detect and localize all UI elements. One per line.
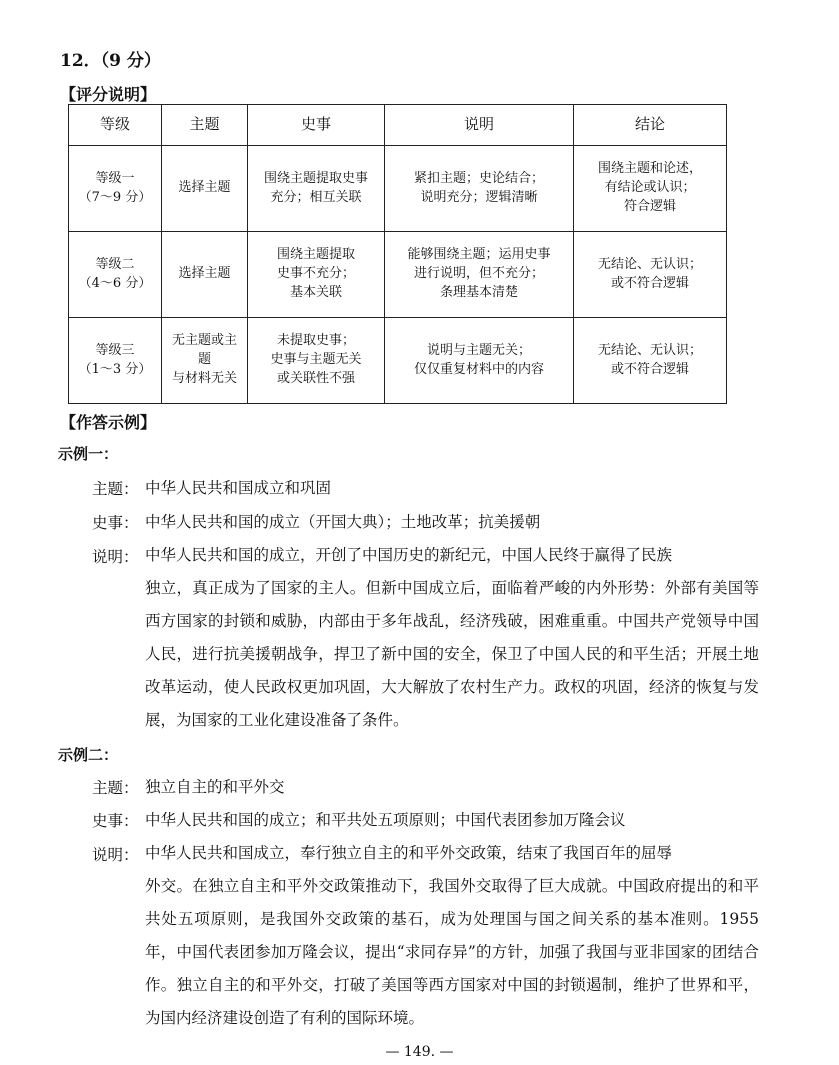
example-one-title: 示例一：: [58, 445, 119, 463]
cell-level: 等级三 （1～3 分）: [69, 318, 162, 404]
explain-text: [145, 539, 759, 737]
question-number: 12．（9 分）: [60, 51, 161, 71]
answers-heading: 【作答示例】: [60, 413, 157, 432]
cell-explain: 能够围绕主题；运用史事 进行说明，但不充分； 条理基本清楚: [385, 232, 574, 318]
table-row: [69, 146, 727, 232]
explain-rest: 独立，真正成为了国家的主人。但新中国成立后，面临着严峻的内外形势：外部有美国等西方国家的封锁和威胁，内部由于多年战乱，经济残破，困难重重。中国共产党领导中国人民，进行抗美援朝战争，捍卫了新中国的安全，保卫了中国人民的和平生活；开展土地改革运动，使人民政权更加巩固，大大解放了农村生产力。政权的巩固，经济的恢复与发展，为国家的工业化建设准备了条件。: [145, 579, 759, 729]
cell-facts: 未提取史事； 史事与主题无关 或关联性不强: [248, 318, 385, 404]
theme-label: 主题：: [92, 480, 139, 498]
header-facts: 史事: [248, 105, 385, 146]
page-number: — 149. —: [385, 1044, 454, 1060]
cell-facts: 围绕主题提取 史事不充分； 基本关联: [248, 232, 385, 318]
table-header-row: [69, 105, 727, 146]
theme-text: 中华人民共和国成立和巩固: [145, 479, 332, 497]
scoring-table: [68, 104, 727, 404]
header-theme: 主题: [162, 105, 248, 146]
facts-label: 史事：: [92, 812, 139, 830]
facts-text: 中华人民共和国的成立（开国大典）；土地改革；抗美援朝: [145, 513, 541, 531]
cell-conclusion: 围绕主题和论述， 有结论或认识； 符合逻辑: [574, 146, 727, 232]
explain-text: [145, 837, 759, 1035]
explain-first-line: 中华人民共和国成立，奉行独立自主的和平外交政策，结束了我国百年的屈辱: [145, 844, 673, 862]
cell-facts: 围绕主题提取史事 充分；相互关联: [248, 146, 385, 232]
theme-text: 独立自主的和平外交: [145, 778, 285, 796]
header-explain: 说明: [385, 105, 574, 146]
facts-label: 史事：: [92, 514, 139, 532]
cell-level: 等级二 （4～6 分）: [69, 232, 162, 318]
theme-label: 主题：: [92, 779, 139, 797]
cell-theme: 选择主题: [162, 232, 248, 318]
cell-conclusion: 无结论、无认识； 或不符合逻辑: [574, 318, 727, 404]
explain-rest: 外交。在独立自主和平外交政策推动下，我国外交取得了巨大成就。中国政府提出的和平共处五项原则，是我国外交政策的基石，成为处理国与国之间关系的基本准则。1955 年，中国代表团参加万隆会议，提出“求同存异”的方针，加强了我国与亚非国家的团结合作。独立自主的和平外交，打破了美国等西方国家对中国的封锁遏制，维护了世界和平，为国内经济建设创造了有利的国际环境。: [145, 877, 759, 1027]
cell-theme: 无主题或主题 与材料无关: [162, 318, 248, 404]
cell-explain: 紧扣主题；史论结合； 说明充分；逻辑清晰: [385, 146, 574, 232]
cell-theme: 选择主题: [162, 146, 248, 232]
cell-conclusion: 无结论、无认识； 或不符合逻辑: [574, 232, 727, 318]
table-row: [69, 232, 727, 318]
example-two-title: 示例二：: [58, 746, 119, 764]
explain-first-line: 中华人民共和国的成立，开创了中国历史的新纪元，中国人民终于赢得了民族: [145, 546, 673, 564]
header-level: 等级: [69, 105, 162, 146]
cell-explain: 说明与主题无关； 仅仅重复材料中的内容: [385, 318, 574, 404]
header-conclusion: 结论: [574, 105, 727, 146]
cell-level: 等级一 （7～9 分）: [69, 146, 162, 232]
table-row: [69, 318, 727, 404]
explain-label: 说明：: [92, 846, 139, 864]
explain-label: 说明：: [92, 548, 139, 566]
scoring-heading: 【评分说明】: [60, 85, 157, 104]
facts-text: 中华人民共和国的成立；和平共处五项原则；中国代表团参加万隆会议: [145, 811, 626, 829]
